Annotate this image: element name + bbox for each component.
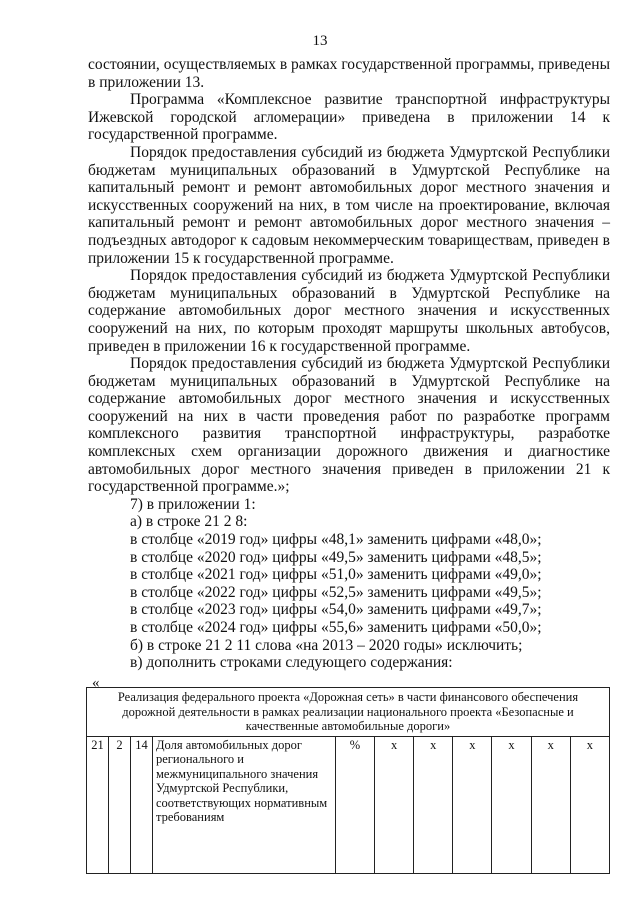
paragraph-1: состоянии, осуществляемых в рамках государственной программы, приведены в приложении 13. [88,56,610,91]
table-section-header: Реализация федерального проекта «Дорожная сеть» в части финансового обеспечения дорожной деятельности в рамках реализации национального проекта «Безопасные и качественные автомобильные дороги» [87,688,610,737]
amendment-line-9: б) в строке 21 2 11 слова «на 2013 – 2020 годы» исключить; [130,636,523,654]
paragraph-4: Порядок предоставления субсидий из бюджета Удмуртской Республики бюджетам муниципальных образований в Удмуртской Республике на содержание автомобильных дорог местного значения и искусственных сооружений на них, по которым проходят маршруты школьных автобусов, приведен в приложении 16 к государственной программе. [88,267,610,355]
opening-quote: « [92,675,100,691]
cell-value-2: х [414,736,453,873]
paragraph-5: Порядок предоставления субсидий из бюджета Удмуртской Республики бюджетам муниципальных образований в Удмуртской Республике на содержание автомобильных дорог местного значения и искусственных сооружений на них в части проведения работ по разработке программ комплексного развития транспортной инфраструктуры, разработке комплексных схем организации дорожного движения и диагностике автомобильных дорог местного значения приведен в приложении 21 к государственной программе.»; [88,355,610,496]
amendment-line-1: 7) в приложении 1: [130,495,256,513]
amendment-line-6: в столбце «2022 год» цифры «52,5» заменить цифрами «49,5»; [130,583,542,601]
amendment-line-5: в столбце «2021 год» цифры «51,0» заменить цифрами «49,0»; [130,566,542,584]
table-header-row [87,688,610,737]
paragraph-2: Программа «Комплексное развитие транспортной инфраструктуры Ижевской городской агломерации» приведена в приложении 14 к государственной программе. [88,91,610,144]
amendment-line-4: в столбце «2020 год» цифры «49,5» заменить цифрами «48,5»; [130,548,542,566]
cell-unit: % [336,736,375,873]
cell-value-4: х [492,736,531,873]
cell-code-3: 14 [131,736,153,873]
cell-value-5: х [531,736,570,873]
table-row [87,736,610,873]
amendment-line-10: в) дополнить строками следующего содержания: [130,654,453,672]
cell-code-2: 2 [109,736,131,873]
amendment-line-7: в столбце «2023 год» цифры «54,0» заменить цифрами «49,7»; [130,601,542,619]
cell-indicator-name: Доля автомобильных дорог регионального и межмуниципального значения Удмуртской Республики, соответствующих нормативным требованиям [153,736,336,873]
document-body [88,56,610,672]
cell-value-6: х [570,736,609,873]
amendment-line-8: в столбце «2024 год» цифры «55,6» заменить цифрами «50,0»; [130,619,542,636]
cell-code-1: 21 [87,736,109,873]
amendment-table [86,687,610,874]
amendment-line-2: а) в строке 21 2 8: [130,513,248,531]
cell-value-1: х [375,736,414,873]
cell-value-3: х [453,736,492,873]
paragraph-3: Порядок предоставления субсидий из бюджета Удмуртской Республики бюджетам муниципальных образований в Удмуртской Республике на капитальный ремонт и ремонт автомобильных дорог местного значения и искусственных сооружений на них, в том числе на проектирование, включая капитальный ремонт и ремонт автомобильных дорог местного значения – подъездных автодорог к садовым некоммерческим товариществам, приведен в приложении 15 к государственной программе. [88,143,610,267]
amendment-line-3: в столбце «2019 год» цифры «48,1» заменить цифрами «48,0»; [130,531,542,549]
page-number: 13 [312,33,328,49]
